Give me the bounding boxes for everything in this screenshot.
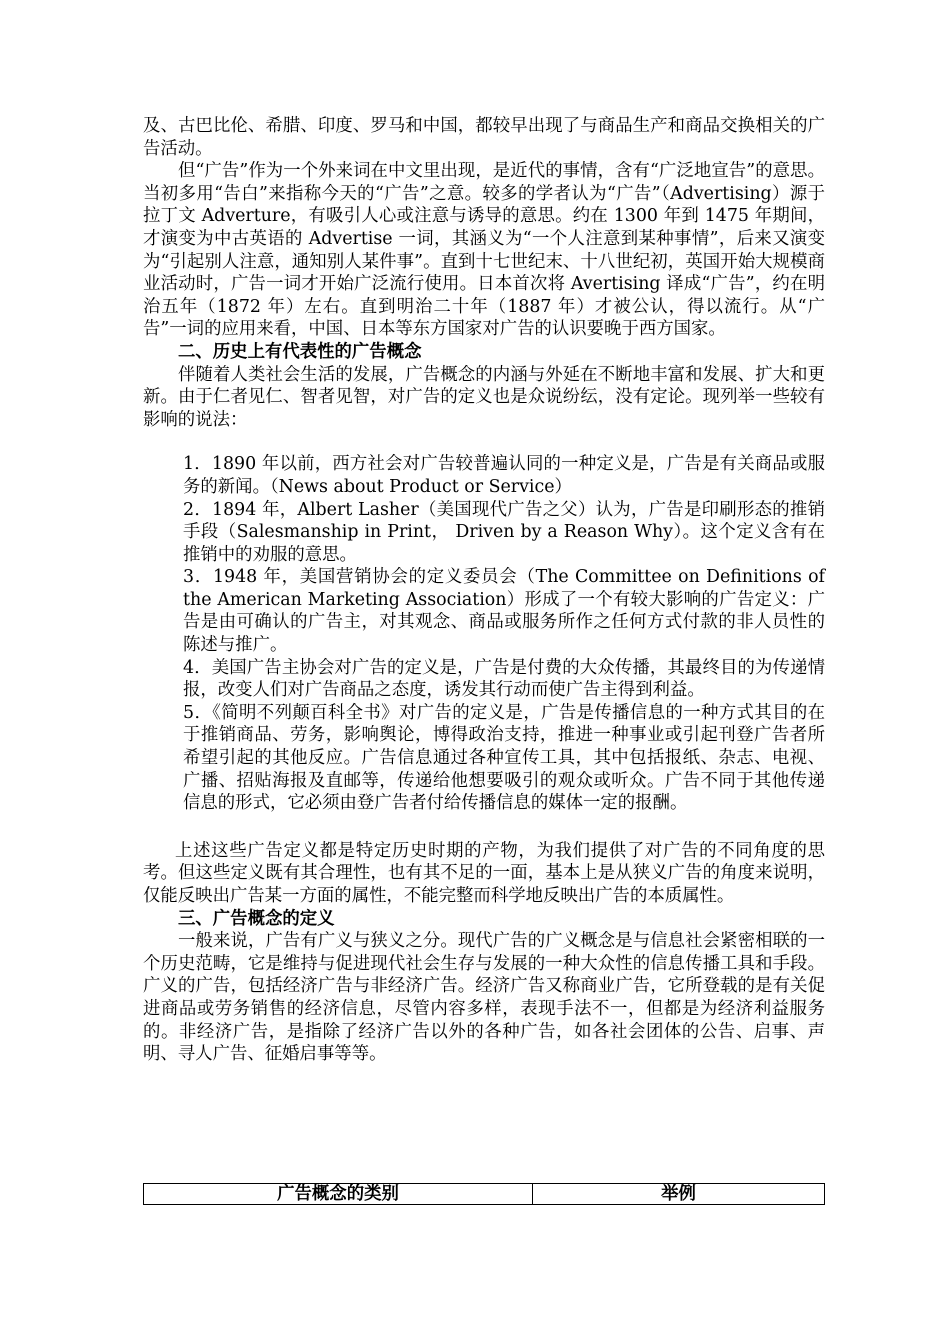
table-header-example: 举例 (533, 1184, 825, 1205)
paragraph-intro-end: 及、古巴比伦、希腊、印度、罗马和中国，都较早出现了与商品生产和商品交换相关的广告活动。 (143, 116, 825, 159)
definition-item-4: 4．美国广告主协会对广告的定义是，广告是付费的大众传播，其最终目的为传递情报，改变人们对广告商品之态度，诱发其行动而使广告主得到利益。 (183, 657, 825, 701)
paragraph-history: 伴随着人类社会生活的发展，广告概念的内涵与外延在不断地丰富和发展、扩大和更新。由于仁者见仁、智者见智，对广告的定义也是众说纷纭，没有定论。现列举一些较有影响的说法： (143, 364, 825, 430)
paragraph-definition: 一般来说，广告有广义与狭义之分。现代广告的广义概念是与信息社会紧密相联的一个历史范畴，它是维持与促进现代社会生存与发展的一种大众性的信息传播工具和手段。广义的广告，包括经济广告与非经济广告。经济广告又称商业广告，它所登载的是有关促进商品或劳务销售的经济信息，尽管内容多样，表现手法不一，但都是为经济利益服务的。非经济广告，是指除了经济广告以外的各种广告，如各社会团体的公告、启事、声明、寻人广告、征婚启事等等。 (143, 931, 825, 1065)
paragraph-word-origin: 但“广告”作为一个外来词在中文里出现，是近代的事情，含有“广泛地宣告”的意思。当初多用“告白”来指称今天的“广告”之意。较多的学者认为“广告”（Advertising）源于拉丁文 Adverture，有吸引人心或注意与诱导的意思。约在 1300 年到 1475 年期间，才演变为中古英语的 Advertise 一词，其涵义为“一个人注意到某种事情”，后来又演变为“引起别人注意，通知别人某件事”。直到十七世纪末、十八世纪初，英国开始大规模商业活动时，广告一词才开始广泛流行使用。日本首次将 Avertising 译成“广告”，约在明治五年（1872 年）左右。直到明治二十年（1887 年）才被公认，得以流行。从“广告”一词的应用来看，中国、日本等东方国家对广告的认识要晚于西方国家。 (143, 161, 825, 340)
table-header-row (144, 1184, 825, 1205)
section-heading-2: 二、历史上有代表性的广告概念 (178, 341, 422, 362)
definition-item-2: 2．1894 年，Albert Lasher（美国现代广告之父）认为，广告是印刷形态的推销手段（Salesmanship in Print， Driven by a Reason Why）。这个定义含有在推销中的劝服的意思。 (183, 499, 825, 565)
blank-line (143, 431, 825, 453)
definition-item-5: 5．《简明不列颠百科全书》对广告的定义是，广告是传播信息的一种方式其目的在于推销商品、劳务，影响舆论，博得政治支持，推进一种事业或引起刊登广告者所希望引起的其他反应。广告信息通过各种宣传工具，其中包括报纸、杂志、电视、广播、招贴海报及直邮等，传递给他想要吸引的观众或听众。广告不同于其他传递信息的形式，它必须由登广告者付给传播信息的媒体一定的报酬。 (183, 702, 825, 814)
definition-item-3: 3．1948 年，美国营销协会的定义委员会（The Committee on Definitions of the American Marketing Association）形成了一个有较大影响的广告定义：广告是由可确认的广告主，对其观念、商品或服务所作之任何方式付款的非人员性的陈述与推广。 (183, 567, 825, 656)
table-header-category: 广告概念的类别 (144, 1184, 533, 1205)
definition-item-1: 1．1890 年以前，西方社会对广告较普遍认同的一种定义是，广告是有关商品或服务的新闻。（News about Product or Service） (183, 454, 825, 497)
definition-list (143, 453, 825, 815)
document-body (143, 115, 825, 1066)
paragraph-summary: 上述这些广告定义都是特定历史时期的产物，为我们提供了对广告的不同角度的思考。但这些定义既有其合理性，也有其不足的一面，基本上是从狭义广告的角度来说明，仅能反映出广告某一方面的属性，不能完整而科学地反映出广告的本质属性。 (143, 840, 825, 906)
blank-line (143, 815, 825, 840)
section-heading-3: 三、广告概念的定义 (178, 908, 335, 929)
category-table (143, 1183, 825, 1205)
